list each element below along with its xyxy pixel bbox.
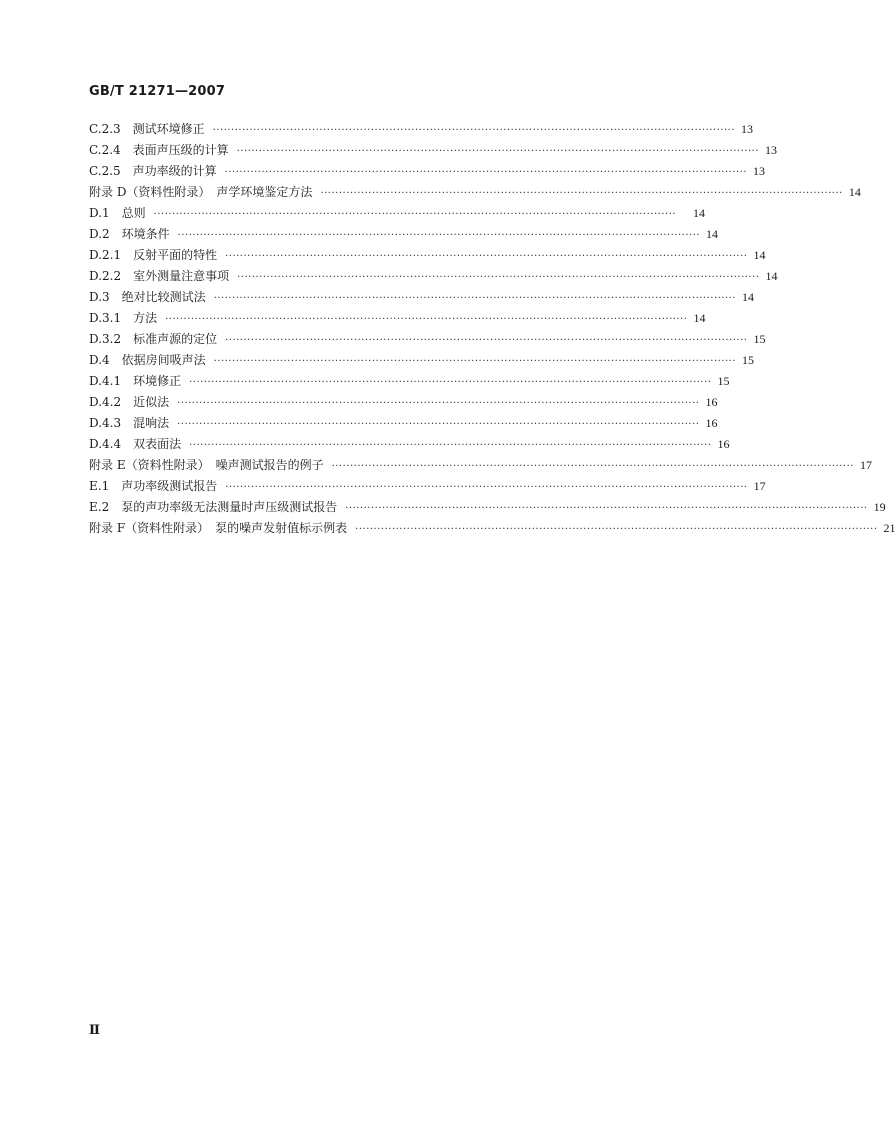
toc-dot-leader: ·············································································································································· [177, 230, 701, 241]
toc-entry-label: D.4.2 近似法 [89, 395, 170, 409]
toc-entry[interactable] [89, 371, 730, 392]
toc-entry[interactable] [89, 119, 754, 140]
standard-number-header: GB/T 21271—2007 [89, 84, 226, 99]
toc-entry-label: D.2.2 室外测量注意事项 [89, 269, 230, 283]
toc-entry-page: 13 [753, 164, 766, 178]
toc-entry[interactable] [89, 476, 766, 497]
toc-entry[interactable] [89, 455, 872, 476]
toc-entry-page: 14 [706, 227, 719, 241]
toc-entry[interactable] [89, 518, 896, 539]
toc-entry[interactable] [89, 203, 705, 224]
toc-entry-page: 16 [705, 395, 718, 409]
toc-entry-page: 17 [859, 458, 872, 472]
toc-dot-leader: ·············································································································································· [345, 503, 868, 514]
toc-dot-leader: ·············································································································································· [153, 209, 677, 220]
toc-dot-leader: ·············································································································································· [320, 188, 843, 199]
table-of-contents [89, 119, 896, 539]
toc-entry-page: 14 [765, 269, 778, 283]
toc-dot-leader: ·············································································································································· [355, 524, 878, 535]
toc-entry[interactable] [89, 245, 766, 266]
toc-dot-leader: ·············································································································································· [213, 293, 737, 304]
toc-entry-page: 19 [873, 500, 886, 514]
toc-entry-page: 21 [883, 521, 896, 535]
toc-entry-page: 16 [705, 416, 718, 430]
toc-entry-page: 16 [717, 437, 730, 451]
toc-entry-label: D.4 依据房间吸声法 [89, 353, 206, 367]
toc-entry-label: 附录 F（资料性附录） 泵的噪声发射值标示例表 [89, 521, 348, 535]
toc-dot-leader: ·············································································································································· [224, 167, 748, 178]
toc-dot-leader: ·············································································································································· [213, 356, 737, 367]
toc-entry-page: 15 [753, 332, 766, 346]
toc-entry-page: 14 [742, 290, 755, 304]
toc-entry[interactable] [89, 497, 886, 518]
toc-entry[interactable] [89, 161, 766, 182]
toc-dot-leader: ·············································································································································· [212, 125, 736, 136]
toc-entry[interactable] [89, 329, 766, 350]
toc-dot-leader: ·············································································································································· [177, 398, 700, 409]
toc-entry-label: D.4.3 混响法 [89, 416, 170, 430]
toc-entry-label: D.3.1 方法 [89, 311, 158, 325]
toc-entry-label: C.2.3 测试环境修正 [89, 122, 205, 136]
toc-entry-page: 13 [765, 143, 778, 157]
toc-entry-label: 附录 E（资料性附录） 噪声测试报告的例子 [89, 458, 324, 472]
toc-entry[interactable] [89, 434, 730, 455]
page-number: Ⅱ [89, 1022, 100, 1037]
toc-entry-label: E.2 泵的声功率级无法测量时声压级测试报告 [89, 500, 338, 514]
toc-entry-label: D.2.1 反射平面的特性 [89, 248, 218, 262]
toc-entry-label: 附录 D（资料性附录） 声学环境鉴定方法 [89, 185, 313, 199]
toc-dot-leader: ·············································································································································· [225, 251, 748, 262]
toc-entry-label: D.2 环境条件 [89, 227, 170, 241]
toc-entry[interactable] [89, 140, 778, 161]
toc-entry-label: D.4.4 双表面法 [89, 437, 182, 451]
toc-entry-page: 14 [753, 248, 766, 262]
toc-entry-label: D.3.2 标准声源的定位 [89, 332, 218, 346]
toc-entry-label: D.3 绝对比较测试法 [89, 290, 206, 304]
toc-entry[interactable] [89, 413, 718, 434]
toc-entry[interactable] [89, 182, 861, 203]
toc-dot-leader: ·············································································································································· [331, 461, 854, 472]
toc-entry-page: 15 [742, 353, 755, 367]
toc-dot-leader: ·············································································································································· [236, 146, 760, 157]
toc-dot-leader: ·············································································································································· [189, 440, 712, 451]
toc-entry-label: C.2.5 声功率级的计算 [89, 164, 217, 178]
toc-dot-leader: ·············································································································································· [225, 482, 748, 493]
toc-entry-page: 14 [693, 206, 705, 220]
toc-entry[interactable] [89, 392, 718, 413]
toc-dot-leader: ·············································································································································· [225, 335, 748, 346]
toc-entry-page: 13 [741, 122, 754, 136]
toc-entry-page: 17 [753, 479, 766, 493]
toc-entry-label: C.2.4 表面声压级的计算 [89, 143, 229, 157]
toc-entry-label: D.1 总则 [89, 206, 146, 220]
toc-dot-leader: ·············································································································································· [165, 314, 688, 325]
toc-dot-leader: ·············································································································································· [177, 419, 700, 430]
toc-entry[interactable] [89, 287, 755, 308]
toc-entry[interactable] [89, 266, 778, 287]
toc-entry-label: D.4.1 环境修正 [89, 374, 182, 388]
toc-entry-page: 15 [717, 374, 730, 388]
toc-entry[interactable] [89, 308, 705, 329]
toc-entry-page: 14 [848, 185, 861, 199]
toc-entry-page: 14 [693, 311, 706, 325]
toc-dot-leader: ·············································································································································· [237, 272, 760, 283]
toc-entry[interactable] [89, 350, 755, 371]
toc-entry-label: E.1 声功率级测试报告 [89, 479, 218, 493]
toc-dot-leader: ·············································································································································· [189, 377, 712, 388]
toc-entry[interactable] [89, 224, 719, 245]
